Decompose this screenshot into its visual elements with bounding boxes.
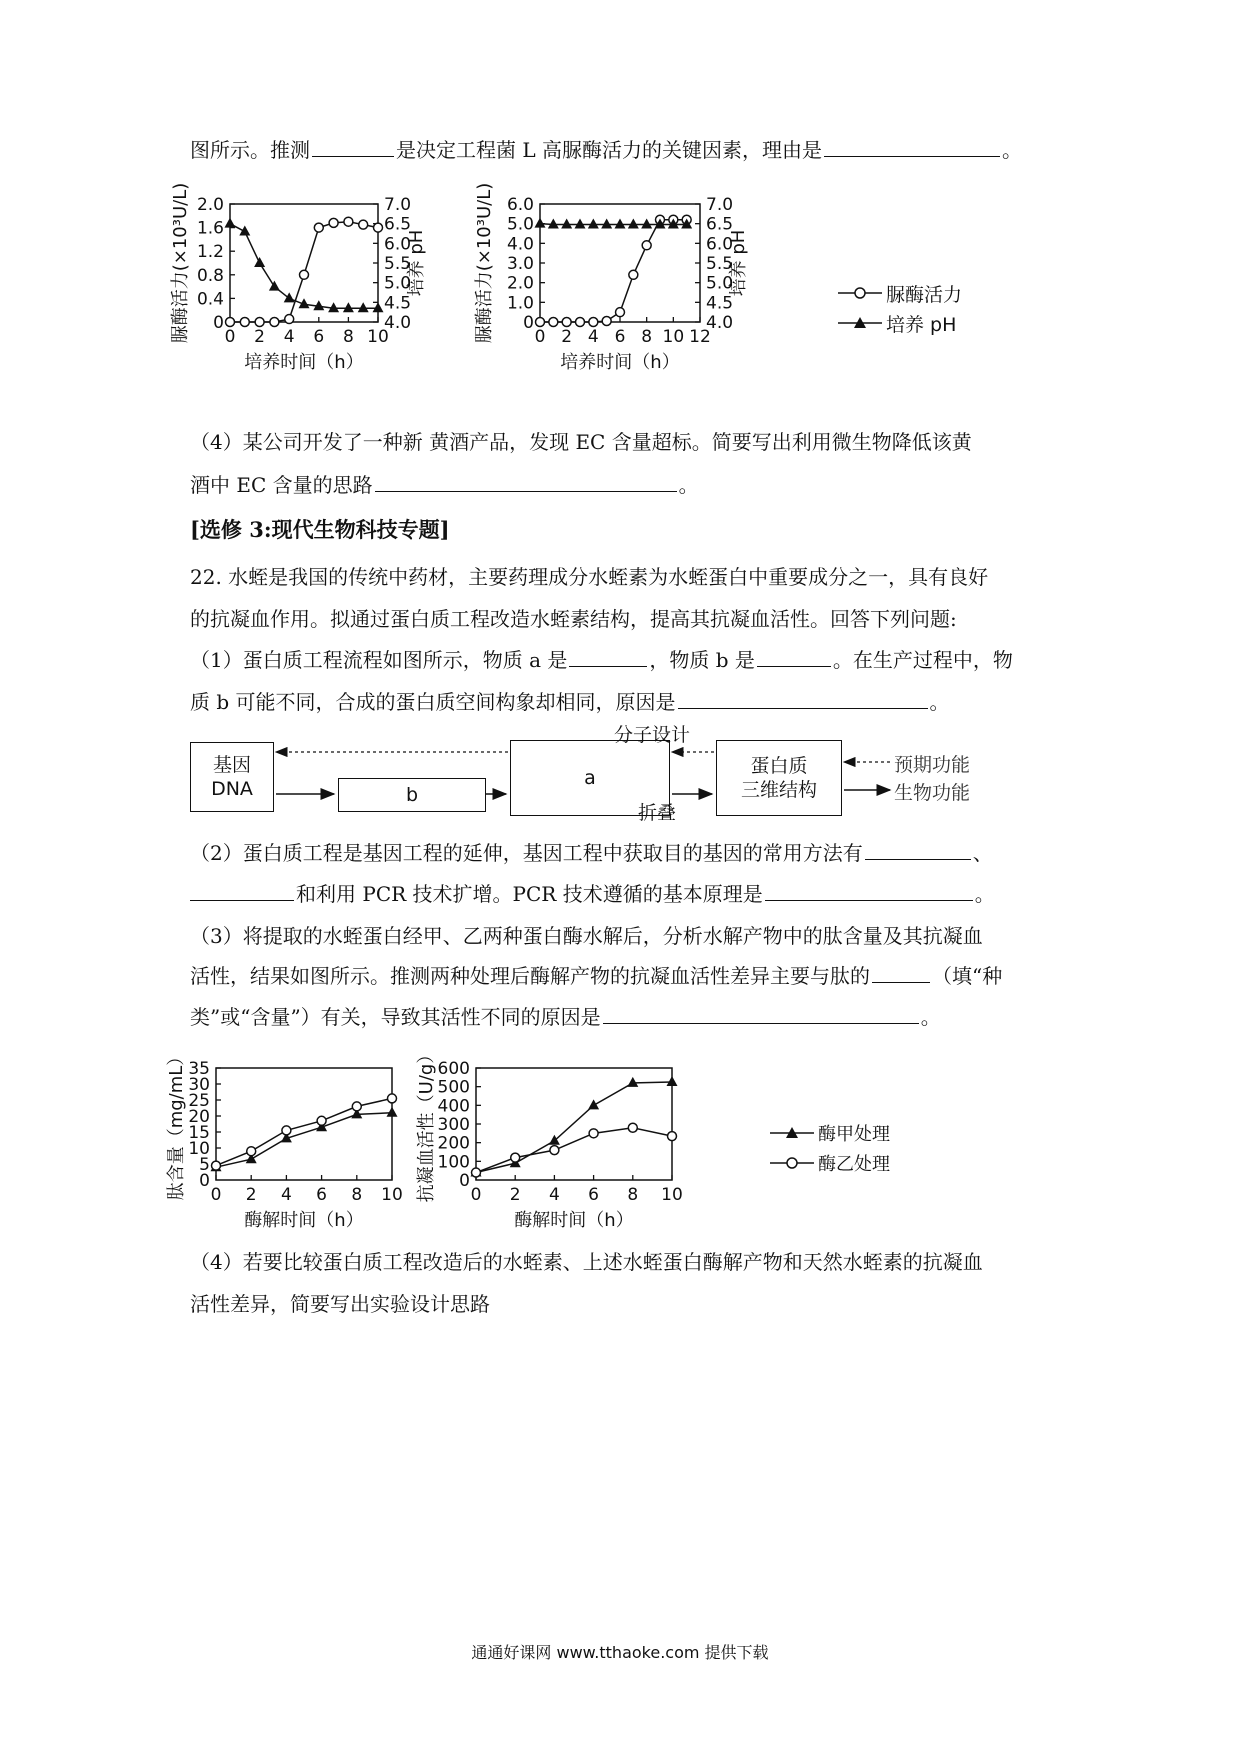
y2-tick-label: 5.0 — [384, 273, 412, 294]
y-tick-label: 20 — [188, 1107, 210, 1127]
q22-part3-line3 — [190, 1003, 941, 1031]
data-point — [359, 220, 368, 229]
data-point — [285, 315, 294, 324]
x-axis-label: 酶解时间（h） — [244, 1210, 364, 1231]
y2-tick-label: 6.5 — [384, 214, 412, 235]
answer-blank[interactable] — [678, 688, 928, 709]
series-line — [230, 224, 378, 309]
answer-blank[interactable] — [375, 471, 677, 492]
q22-part4-line2: 活性差异，简要写出实验设计思路 — [190, 1292, 490, 1316]
data-point — [317, 1116, 326, 1125]
x-tick-label: 6 — [588, 1185, 600, 1205]
y-tick-label: 1.0 — [506, 293, 534, 314]
data-point — [212, 1161, 221, 1170]
legend-item — [838, 308, 962, 338]
y2-tick-label: 5.5 — [706, 254, 734, 274]
data-point — [284, 292, 295, 302]
y-tick-label: 15 — [188, 1123, 210, 1143]
data-point — [615, 218, 626, 228]
data-point — [255, 318, 264, 327]
y2-tick-label: 5.5 — [384, 254, 412, 274]
q22-part3-line2 — [190, 962, 1002, 990]
y-tick-label: 10 — [188, 1139, 210, 1159]
text: 和利用 PCR 技术扩增。PCR 技术遵循的基本原理是 — [296, 882, 763, 906]
data-point — [642, 241, 651, 250]
x-tick-label: 8 — [342, 327, 354, 347]
text: （2）蛋白质工程是基因工程的延伸，基因工程中获取目的基因的常用方法有 — [190, 841, 863, 865]
y2-tick-label: 6.0 — [384, 234, 412, 255]
q22-part2-line2 — [190, 880, 995, 908]
x-tick-label: 0 — [210, 1185, 222, 1205]
x-tick-label: 8 — [641, 327, 653, 347]
answer-blank[interactable] — [872, 962, 930, 983]
data-point — [247, 1147, 256, 1156]
data-point — [329, 218, 338, 227]
y2-axis-label: 培养 pH — [728, 229, 749, 297]
y2-tick-label: 7.0 — [706, 195, 734, 215]
data-point — [240, 318, 249, 327]
q22-part4-line1: （4）若要比较蛋白质工程改造后的水蛭素、上述水蛭蛋白酶解产物和天然水蛭素的抗凝血 — [190, 1250, 983, 1274]
data-point — [616, 308, 625, 317]
q22-intro-line2: 的抗凝血作用。拟通过蛋白质工程改造水蛭素结构，提高其抗凝血活性。回答下列问题: — [190, 607, 957, 631]
y-tick-label: 0.4 — [196, 289, 224, 310]
y-tick-label: 3.0 — [506, 254, 534, 274]
q22-part3-line1: （3）将提取的水蛭蛋白经甲、乙两种蛋白酶水解后，分析水解产物中的肽含量及其抗凝血 — [190, 924, 983, 948]
q21-part4-line1: （4）某公司开发了一种新 黄酒产品，发现 EC 含量超标。简要写出利用微生物降低该黄 — [190, 430, 972, 454]
data-point — [358, 302, 369, 312]
text: 类”或“含量”）有关，导致其活性不同的原因是 — [190, 1005, 601, 1029]
q21-part4-line2 — [190, 471, 699, 499]
y-axis-label: 脲酶活力(×10³U/L) — [474, 182, 495, 344]
data-point — [535, 218, 546, 228]
section-title: [选修 3:现代生物科技专题] — [190, 517, 450, 542]
y-zero-label: 0 — [459, 1171, 470, 1191]
data-point — [472, 1168, 481, 1177]
x-tick-label: 8 — [627, 1185, 639, 1205]
data-point — [374, 223, 383, 232]
x-tick-label: 10 — [367, 327, 389, 347]
chart-3 — [165, 1048, 403, 1231]
y-tick-label: 100 — [437, 1152, 470, 1173]
data-point — [254, 257, 265, 267]
x-axis-label: 培养时间（h） — [560, 352, 680, 373]
folding-label: 折叠 — [638, 802, 677, 824]
legend-bottom — [770, 1118, 890, 1178]
data-point — [575, 218, 586, 228]
data-point — [343, 302, 354, 312]
series-line — [476, 1082, 672, 1173]
series-line — [216, 1113, 392, 1167]
y-tick-label: 2.0 — [196, 195, 224, 215]
text: 图所示。推测 — [190, 138, 310, 162]
data-point — [282, 1126, 291, 1135]
y-tick-label: 1.6 — [196, 218, 224, 239]
answer-blank[interactable] — [757, 646, 831, 667]
data-point — [352, 1102, 361, 1111]
y-tick-label: 1.2 — [196, 242, 224, 263]
x-tick-label: 4 — [587, 327, 599, 347]
y-tick-label: 5 — [199, 1155, 210, 1175]
text: 、 — [972, 841, 993, 865]
data-point — [373, 302, 384, 312]
protein-engineering-flow — [180, 724, 1000, 830]
y-zero-label: 0 — [523, 313, 534, 333]
x-tick-label: 6 — [614, 327, 626, 347]
x-tick-label: 0 — [534, 327, 546, 347]
data-point — [550, 1146, 559, 1155]
legend-label: 酶甲处理 — [818, 1124, 890, 1145]
answer-blank[interactable] — [603, 1003, 919, 1024]
filled-triangle-marker-icon — [838, 316, 882, 330]
legend-label: 培养 pH — [886, 313, 957, 336]
data-point — [536, 318, 545, 327]
hydrolysis-charts — [166, 1045, 770, 1238]
legend-top — [838, 278, 962, 338]
text: ，物质 b 是 — [649, 648, 755, 672]
data-point — [588, 218, 599, 228]
y-tick-label: 5.0 — [506, 214, 534, 235]
answer-blank[interactable] — [865, 839, 971, 860]
q22-part2-line1 — [190, 839, 993, 867]
data-point — [668, 1132, 677, 1141]
y-tick-label: 200 — [437, 1133, 470, 1154]
plot-frame — [216, 1068, 392, 1180]
y2-tick-label: 5.0 — [706, 273, 734, 294]
text: （1）蛋白质工程流程如图所示，物质 a 是 — [190, 648, 568, 672]
y-tick-label: 600 — [437, 1059, 470, 1079]
data-point — [561, 218, 572, 228]
chart-1 — [170, 183, 427, 373]
data-point — [388, 1094, 397, 1103]
biological-function-label: 生物功能 — [894, 782, 971, 804]
y-tick-label: 30 — [188, 1075, 210, 1095]
series-line — [540, 220, 687, 322]
x-tick-label: 10 — [662, 327, 685, 347]
data-point — [629, 270, 638, 279]
y-axis-label: 抗凝血活性（U/g） — [416, 1045, 437, 1203]
chart-4 — [416, 1046, 683, 1231]
y-tick-label: 400 — [437, 1096, 470, 1117]
data-point — [628, 1123, 637, 1132]
x-axis-label: 培养时间（h） — [244, 352, 364, 373]
series-line — [216, 1098, 392, 1165]
data-point — [511, 1153, 520, 1162]
data-point — [269, 281, 280, 291]
y-axis-label: 脲酶活力(×10³U/L) — [170, 182, 191, 344]
legend-label: 酶乙处理 — [818, 1154, 890, 1175]
y2-tick-label: 6.0 — [706, 234, 734, 255]
answer-blank[interactable] — [765, 880, 973, 901]
x-tick-label: 10 — [661, 1185, 683, 1205]
text: 。在生产过程中，物 — [832, 648, 1013, 672]
y-tick-label: 300 — [437, 1115, 470, 1135]
urease-charts — [170, 180, 749, 420]
text: 活性，结果如图所示。推测两种处理后酶解产物的抗凝血活性差异主要与肽的 — [190, 964, 870, 988]
open-circle-marker-icon — [770, 1156, 814, 1170]
x-tick-label: 2 — [245, 1185, 257, 1205]
y-tick-label: 6.0 — [506, 195, 534, 215]
data-point — [225, 218, 236, 228]
y2-tick-label: 4.0 — [384, 313, 412, 333]
y-tick-label: 2.0 — [506, 273, 534, 294]
y-tick-label: 35 — [188, 1059, 210, 1079]
data-point — [549, 318, 558, 327]
legend-item — [838, 278, 962, 308]
legend-label: 脲酶活力 — [886, 283, 963, 306]
text: 酒中 EC 含量的思路 — [190, 473, 373, 497]
y-tick-label: 4.0 — [506, 234, 534, 255]
q21-conclusion-line — [190, 136, 1022, 164]
q22-intro-line1: 22. 水蛭是我国的传统中药材，主要药理成分水蛭素为水蛭蛋白中重要成分之一，具有良好 — [190, 565, 989, 589]
y2-tick-label: 4.0 — [706, 313, 734, 333]
x-tick-label: 0 — [470, 1185, 482, 1205]
data-point — [641, 218, 652, 228]
answer-blank[interactable] — [824, 136, 1000, 157]
y-tick-label: 0.8 — [196, 265, 224, 286]
data-point — [588, 1099, 599, 1109]
text: 。 — [929, 690, 950, 714]
data-point — [344, 217, 353, 226]
x-tick-label: 4 — [283, 327, 295, 347]
chart-2 — [474, 183, 749, 373]
y-zero-label: 0 — [199, 1171, 210, 1191]
x-tick-label: 10 — [381, 1185, 403, 1205]
answer-blank[interactable] — [569, 646, 647, 667]
molecular-design-label: 分子设计 — [614, 724, 691, 746]
q22-part1-line1 — [190, 646, 1013, 674]
x-tick-label: 2 — [561, 327, 573, 347]
filled-triangle-marker-icon — [770, 1126, 814, 1140]
text: （填“种 — [932, 964, 1003, 988]
x-tick-label: 6 — [316, 1185, 328, 1205]
open-circle-marker-icon — [838, 286, 882, 300]
data-point — [576, 318, 585, 327]
y2-tick-label: 4.5 — [706, 293, 734, 314]
data-point — [548, 218, 559, 228]
text: 。 — [678, 473, 699, 497]
data-point — [387, 1107, 398, 1117]
text: 质 b 可能不同，合成的蛋白质空间构象却相同，原因是 — [190, 690, 676, 714]
x-tick-label: 4 — [548, 1185, 560, 1205]
legend-item — [770, 1118, 890, 1148]
y2-tick-label: 4.5 — [384, 293, 412, 314]
y2-tick-label: 6.5 — [706, 214, 734, 235]
data-point — [562, 318, 571, 327]
data-point — [601, 218, 612, 228]
answer-blank[interactable] — [312, 136, 394, 157]
data-point — [628, 218, 639, 228]
data-point — [270, 318, 279, 327]
data-point — [239, 226, 250, 236]
x-tick-label: 4 — [280, 1185, 292, 1205]
y2-tick-label: 7.0 — [384, 195, 412, 215]
data-point — [589, 318, 598, 327]
x-tick-label: 2 — [509, 1185, 521, 1205]
substance-a-box: a — [510, 740, 670, 816]
y-axis-label: 肽含量（mg/mL） — [166, 1047, 187, 1201]
data-point — [602, 317, 611, 326]
series-line — [540, 224, 687, 225]
x-tick-label: 8 — [351, 1185, 363, 1205]
data-point — [300, 270, 309, 279]
y-zero-label: 0 — [213, 313, 224, 333]
flow-arrows — [180, 730, 1000, 830]
data-point — [226, 318, 235, 327]
data-point — [627, 1077, 638, 1087]
footer: 通通好课网 www.tthaoke.com 提供下载 — [471, 1643, 769, 1662]
protein-structure-box: 蛋白质 三维结构 — [716, 740, 842, 816]
data-point — [314, 223, 323, 232]
text: 是决定工程菌 L 高脲酶活力的关键因素，理由是 — [396, 138, 822, 162]
text: 。 — [974, 882, 995, 906]
legend-item — [770, 1148, 890, 1178]
expected-function-label: 预期功能 — [894, 754, 971, 776]
text: 。 — [920, 1005, 941, 1029]
gene-dna-box: 基因 DNA — [190, 742, 274, 812]
x-tick-label: 6 — [313, 327, 325, 347]
x-axis-label: 酶解时间（h） — [514, 1210, 634, 1231]
text: 。 — [1002, 138, 1022, 162]
x-tick-label: 2 — [254, 327, 266, 347]
y-tick-label: 500 — [437, 1077, 470, 1098]
q22-part1-line2 — [190, 688, 950, 716]
data-point — [549, 1135, 560, 1145]
data-point — [589, 1129, 598, 1138]
y-tick-label: 25 — [188, 1091, 210, 1111]
data-point — [667, 1076, 678, 1086]
x-tick-label: 0 — [224, 327, 236, 347]
answer-blank[interactable] — [190, 880, 294, 901]
x-tick-label: 12 — [689, 327, 711, 347]
y2-axis-label: 培养 pH — [406, 229, 427, 297]
substance-b-box: b — [338, 778, 486, 812]
